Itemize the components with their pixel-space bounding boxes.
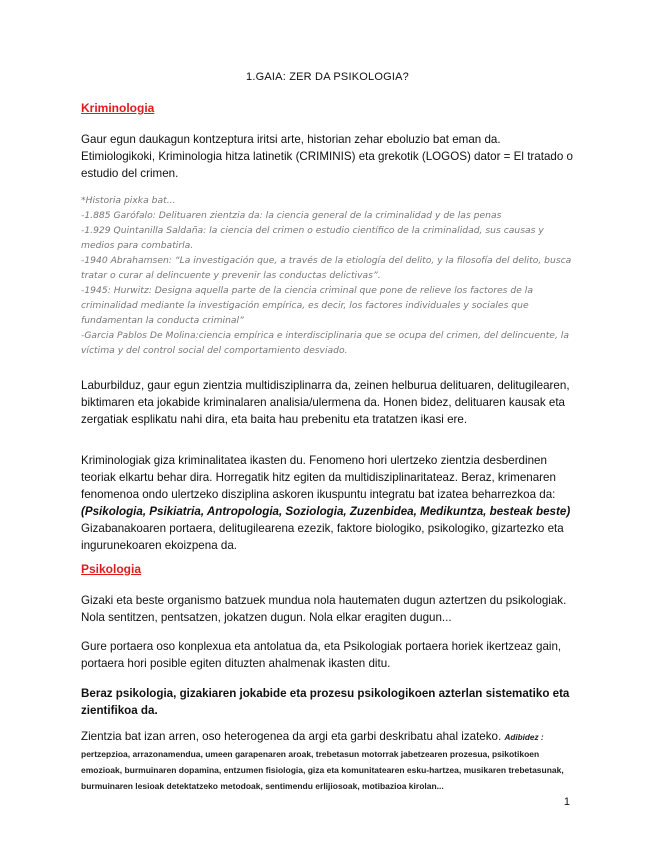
psikologia-para-2: Gure portaera oso konplexua eta antolatua da, eta Psikologiak portaera horiek ikertzeaz gain, portaera hori posible egiten dituzten ahalmenak ikasten ditu.	[81, 640, 562, 670]
page-number: 1	[563, 796, 570, 808]
history-line-0: *Historia pixka bat...	[81, 195, 176, 206]
history-line-2: -1.929 Quintanilla Saldaña: la ciencia del crimen o estudio científico de la criminalidad, sus causas y medios para combatirla.	[81, 225, 544, 251]
history-line-5: -Garcia Pablos De Molina:ciencia empírica e interdisciplinaria que se ocupa del crimen, del delincuente, la víctima y del control social del comportamiento desviado.	[81, 330, 569, 356]
disciplines-list: (Psikologia, Psikiatria, Antropologia, Soziologia, Zuzenbidea, Medikuntza, besteak beste)	[81, 505, 571, 518]
crime-block	[81, 452, 577, 554]
psikologia-definition: Beraz psikologia, gizakiaren jokabide eta prozesu psikologikoen azterlan sistematiko eta zientifikoa da.	[81, 687, 570, 717]
heading-kriminologia: Kriminologia	[81, 101, 155, 115]
examples-block	[81, 729, 577, 794]
heading-psikologia: Psikologia	[81, 562, 142, 576]
history-line-4: -1945: Hurwitz: Designa aquella parte de la ciencia criminal que pone de relieve los factores de la criminalidad mediante la investigación empírica, es decir, los factores individuales y sociales que fundamentan la conducta criminal”	[81, 285, 533, 326]
history-line-3: -1940 Abrahamsen: “La investigación que, a través de la etiología del delito, y la filosofía del delito, busca tratar o curar al delincuente y prevenir las conductas delictivas”.	[81, 255, 572, 281]
definition-block	[81, 685, 577, 719]
psikologia-block-1	[81, 592, 577, 626]
examples-intro: Zientzia bat izan arren, oso heterogenea da argi eta garbi deskribatu ahal izateko.	[81, 730, 502, 743]
kriminologia-intro-block	[81, 131, 577, 182]
document-title: 1.GAIA: ZER DA PSIKOLOGIA?	[246, 71, 409, 83]
examples-label: Adibidez :	[504, 733, 544, 742]
examples-list: pertzepzioa, arrazonamendua, umeen garapenaren aroak, trebetasun motorrak jabetzearen prozesua, psikotikoen emozioak, burmuinaren dopamina, entzumen fisiologia, giza eta komunitatearen esku-hartzea, musikaren trebetasunak, burmuinaren lesioak detektatzeko metodoak, sentimendu erlijiosoak, motibazioa kirolan...	[81, 749, 564, 791]
summary-block	[81, 377, 577, 428]
psikologia-block-2	[81, 638, 577, 672]
factors-text: Gizabanakoaren portaera, delitugilearena ezezik, faktore biologiko, psikologiko, gizartezko eta ingurunekoaren ekoizpena da.	[81, 522, 564, 552]
kriminologia-summary: Laburbilduz, gaur egun zientzia multidisziplinarra da, zeinen helburua delituaren, delitugilearen, biktimaren eta jokabide kriminalaren analisia/ulermena da. Honen bidez, delituaren kausak eta zergatiak esplikatu nahi dira, eta baita hau prebenitu eta tratatzen ikasi ere.	[81, 379, 570, 426]
kriminologia-intro: Gaur egun daukagun kontzeptura iritsi arte, historian zehar eboluzio bat eman da. Etimiologikoki, Kriminologia hitza latinetik (CRIMINIS) eta grekotik (LOGOS) dator = El tratado o estudio del crimen.	[81, 133, 573, 180]
psikologia-para-1: Gizaki eta beste organismo batzuek mundua nola hautematen dugun aztertzen du psikologiak. Nola sentitzen, pentsatzen, jokatzen dugun. Nola elkar eragiten dugun...	[81, 594, 567, 624]
history-block	[81, 193, 577, 358]
crime-paragraph: Kriminologiak giza kriminalitatea ikasten du. Fenomeno hori ulertzeko zientzia desberdinen teoriak elkartu behar dira. Horregatik hitz egiten da multidisziplinaritateaz. Beraz, krimenaren fenomenoa ondo ulertzeko disziplina askoren ikuspuntu integratu bat izatea beharrezkoa da:	[81, 454, 556, 501]
history-line-1: -1.885 Garófalo: Delituaren zientzia da: la ciencia general de la criminalidad y de las penas	[81, 210, 502, 221]
